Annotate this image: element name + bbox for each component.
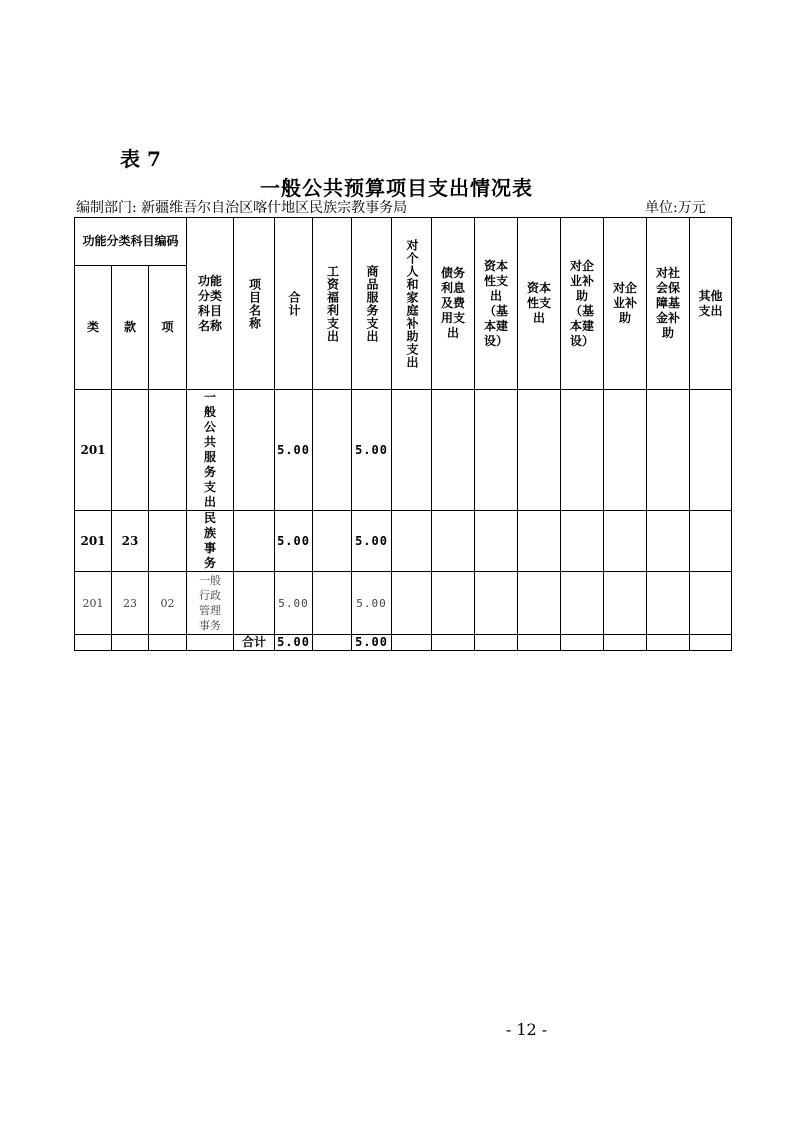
cell-empty bbox=[475, 390, 518, 511]
cell-section: 23 bbox=[112, 572, 149, 635]
cell-func-name: 一般公共服务支出 bbox=[187, 390, 234, 511]
table-row bbox=[75, 390, 732, 511]
header-goods: 商品服务支出 bbox=[352, 218, 392, 390]
cell-empty bbox=[518, 390, 561, 511]
budget-table bbox=[74, 217, 732, 651]
cell-empty bbox=[75, 635, 112, 651]
cell-empty bbox=[475, 572, 518, 635]
cell-empty bbox=[561, 572, 604, 635]
sum-goods: 5.00 bbox=[352, 635, 392, 651]
header-social: 对社会保障基金补助 bbox=[647, 218, 690, 390]
sum-total: 5.00 bbox=[275, 635, 313, 651]
cell-goods: 5.00 bbox=[352, 511, 392, 572]
cell-empty bbox=[112, 635, 149, 651]
cell-empty bbox=[690, 390, 732, 511]
cell-empty bbox=[432, 390, 475, 511]
cell-section: 23 bbox=[112, 511, 149, 572]
header-func-name: 功能分类科目名称 bbox=[187, 218, 234, 390]
department-line: 编制部门: 新疆维吾尔自治区喀什地区民族宗教事务局 bbox=[76, 200, 408, 216]
cell-empty bbox=[561, 635, 604, 651]
header-row-1 bbox=[75, 218, 732, 266]
cell-empty bbox=[647, 635, 690, 651]
cell-empty bbox=[647, 511, 690, 572]
header-enterprise: 对企业补助 bbox=[604, 218, 647, 390]
cell-empty bbox=[690, 511, 732, 572]
cell-category: 201 bbox=[75, 390, 112, 511]
cell-empty bbox=[561, 511, 604, 572]
cell-goods: 5.00 bbox=[352, 572, 392, 635]
header-category: 类 bbox=[75, 266, 112, 390]
cell-empty bbox=[604, 390, 647, 511]
cell-empty bbox=[518, 572, 561, 635]
header-code-group: 功能分类科目编码 bbox=[75, 218, 187, 266]
cell-empty bbox=[518, 511, 561, 572]
cell-empty bbox=[392, 635, 432, 651]
header-personal: 对个人和家庭补助支出 bbox=[392, 218, 432, 390]
cell-empty bbox=[475, 511, 518, 572]
header-section: 款 bbox=[112, 266, 149, 390]
unit-line: 单位:万元 bbox=[645, 200, 706, 216]
cell-project bbox=[234, 390, 275, 511]
cell-salary bbox=[313, 572, 352, 635]
page-title: 一般公共预算项目支出情况表 bbox=[260, 176, 533, 200]
header-enterprise-infra: 对企业补助（基本建设） bbox=[561, 218, 604, 390]
cell-empty bbox=[432, 511, 475, 572]
cell-total: 5.00 bbox=[275, 572, 313, 635]
cell-empty bbox=[690, 572, 732, 635]
cell-empty bbox=[392, 390, 432, 511]
page-number: - 12 - bbox=[505, 1020, 548, 1039]
cell-func-name: 民族事务 bbox=[187, 511, 234, 572]
cell-category: 201 bbox=[75, 572, 112, 635]
cell-section bbox=[112, 390, 149, 511]
cell-func-name: 一般行政管理事务 bbox=[187, 572, 234, 635]
header-capital-infra: 资本性支出（基本建设） bbox=[475, 218, 518, 390]
cell-empty bbox=[690, 635, 732, 651]
cell-item bbox=[149, 511, 187, 572]
cell-empty bbox=[604, 572, 647, 635]
cell-salary bbox=[313, 390, 352, 511]
cell-empty bbox=[432, 635, 475, 651]
cell-empty bbox=[518, 635, 561, 651]
cell-empty bbox=[561, 390, 604, 511]
cell-total: 5.00 bbox=[275, 390, 313, 511]
header-salary: 工资福利支出 bbox=[313, 218, 352, 390]
header-item: 项 bbox=[149, 266, 187, 390]
sum-row bbox=[75, 635, 732, 651]
cell-item: 02 bbox=[149, 572, 187, 635]
cell-empty bbox=[604, 635, 647, 651]
table-label: 表 7 bbox=[120, 147, 161, 171]
header-capital: 资本性支出 bbox=[518, 218, 561, 390]
cell-empty bbox=[392, 572, 432, 635]
cell-empty bbox=[647, 390, 690, 511]
header-other: 其他支出 bbox=[690, 218, 732, 390]
header-total: 合计 bbox=[275, 218, 313, 390]
cell-empty bbox=[647, 572, 690, 635]
cell-project bbox=[234, 572, 275, 635]
cell-salary bbox=[313, 511, 352, 572]
cell-goods: 5.00 bbox=[352, 390, 392, 511]
header-debt: 债务利息及费用支出 bbox=[432, 218, 475, 390]
header-project-name: 项目名称 bbox=[234, 218, 275, 390]
cell-empty bbox=[187, 635, 234, 651]
cell-total: 5.00 bbox=[275, 511, 313, 572]
table-row bbox=[75, 511, 732, 572]
cell-item bbox=[149, 390, 187, 511]
cell-project bbox=[234, 511, 275, 572]
cell-category: 201 bbox=[75, 511, 112, 572]
cell-empty bbox=[604, 511, 647, 572]
table-row bbox=[75, 572, 732, 635]
cell-empty bbox=[475, 635, 518, 651]
cell-empty bbox=[149, 635, 187, 651]
cell-empty bbox=[313, 635, 352, 651]
cell-empty bbox=[432, 572, 475, 635]
cell-empty bbox=[392, 511, 432, 572]
sum-label: 合计 bbox=[234, 635, 275, 651]
